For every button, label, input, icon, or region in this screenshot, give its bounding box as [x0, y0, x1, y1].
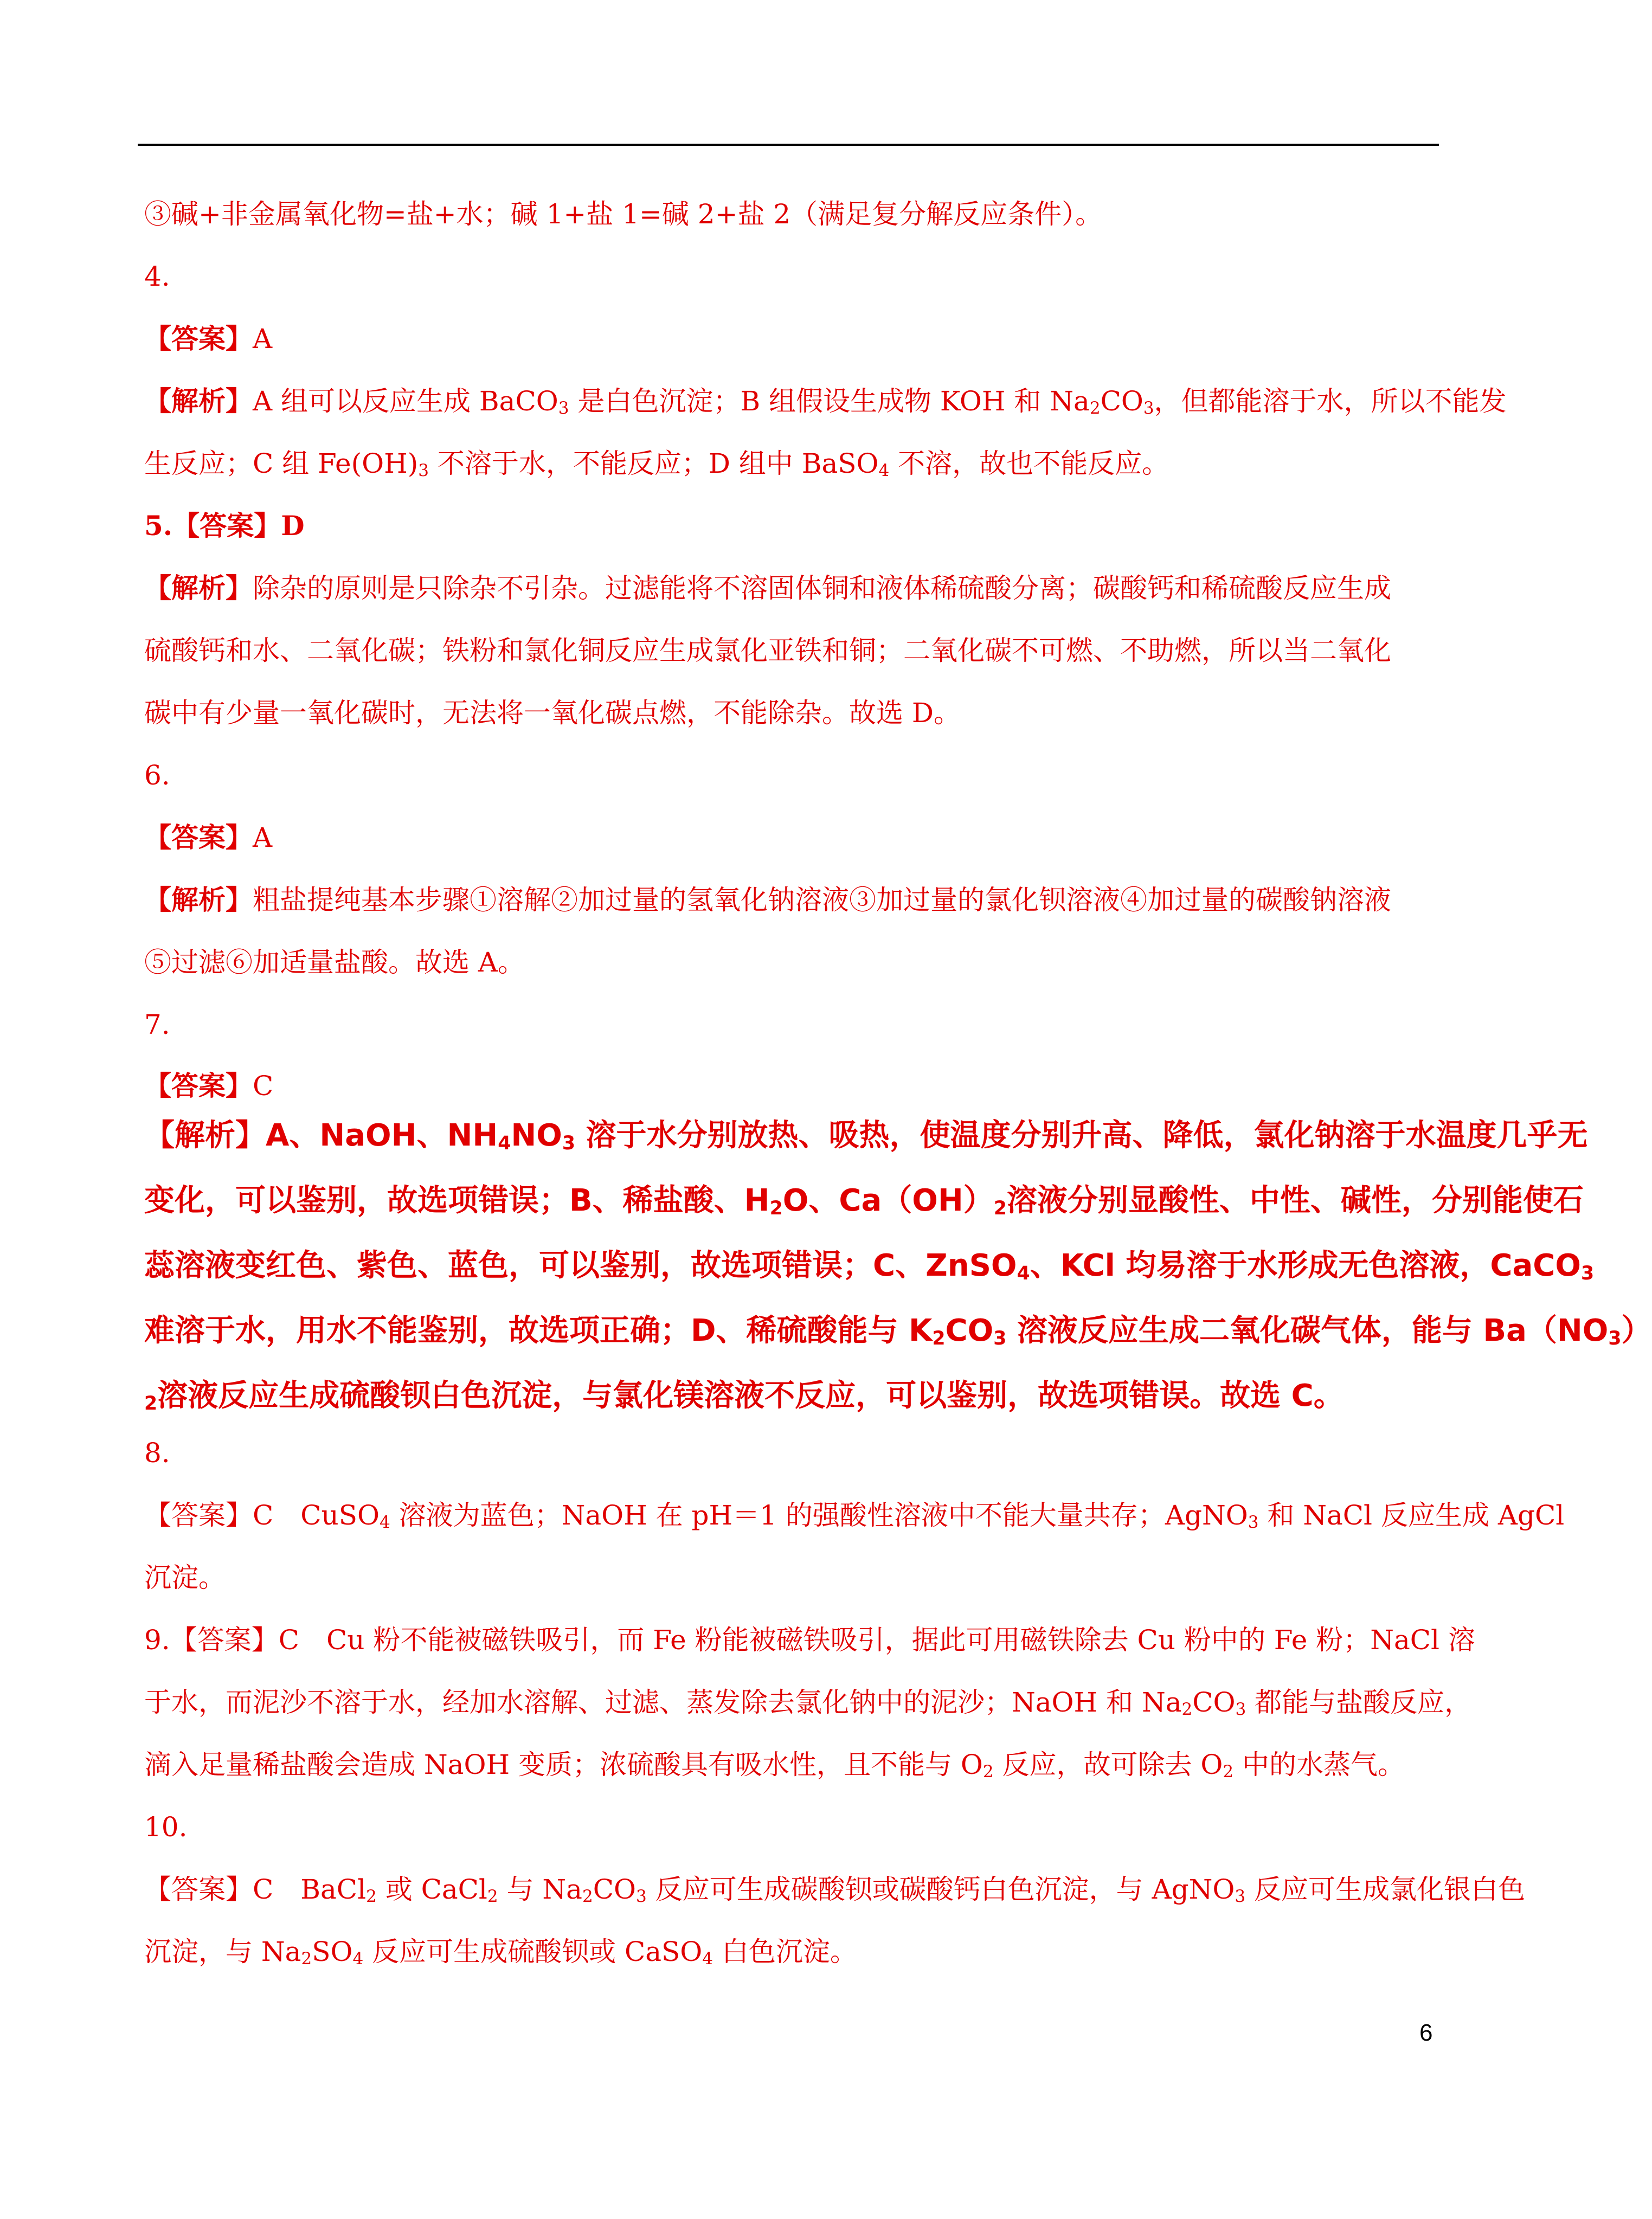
explanation-line: 【解析】除杂的原则是只除杂不引杂。过滤能将不溶固体铜和液体稀硫酸分离；碳酸钙和稀硫酸反应生成 — [144, 572, 1391, 604]
explanation-line: ⑤过滤⑥加适量盐酸。故选 A。 — [144, 947, 525, 978]
answer-line: 9.【答案】C Cu 粉不能被磁铁吸引，而 Fe 粉能被磁铁吸引，据此可用磁铁除去 Cu 粉中的 Fe 粉；NaCl 溶 — [144, 1624, 1475, 1656]
explanation-line: 于水，而泥沙不溶于水，经加水溶解、过滤、蒸发除去氯化钠中的泥沙；NaOH 和 $Na_2CO_3$ 都能与盐酸反应， — [144, 1687, 1472, 1720]
explanation-line: 【解析】粗盐提纯基本步骤①溶解②加过量的氢氧化钠溶液③加过量的氯化钡溶液④加过量的碳酸钠溶液 — [144, 884, 1391, 916]
answer-line: 【答案】C — [144, 1070, 274, 1102]
question-number: 8. — [144, 1437, 170, 1469]
explanation-line: 变化，可以鉴别，故选项错误；B、稀盐酸、$H_2O$、$Ca(OH)_2$溶液分别显酸性、中性、碱性，分别能使石 — [144, 1183, 1584, 1219]
question-number: 4. — [144, 261, 170, 292]
answer-line: 【答案】C BaCl$_2$ 或 CaCl$_2$ 与 $Na_2CO_3$ 反应可生成碳酸钡或碳酸钙白色沉淀，与 AgNO$_3$ 反应可生成氯化银白色 — [144, 1874, 1526, 1907]
header-rule — [138, 144, 1439, 146]
explanation-line: 硫酸钙和水、二氧化碳；铁粉和氯化铜反应生成氯化亚铁和铜；二氧化碳不可燃、不助燃，所以当二氧化 — [144, 635, 1391, 666]
explanation-line: 沉淀，与 $Na_2SO_4$ 反应可生成硫酸钡或 CaSO$_4$ 白色沉淀。 — [144, 1936, 857, 1969]
text-line: ③碱+非金属氧化物=盐+水；碱 1+盐 1=碱 2+盐 2（满足复分解反应条件）。 — [144, 198, 1103, 230]
explanation-line: 难溶于水，用水不能鉴别，故选项正确；D、稀硫酸能与 $K_2CO_3$ 溶液反应生成二氧化碳气体，能与 $Ba(NO_3)$ — [144, 1313, 1652, 1349]
answer-line: 5.【答案】D — [144, 510, 305, 542]
explanation-line: 【解析】A 组可以反应生成 BaCO$_3$ 是白色沉淀；B 组假设生成物 KOH 和 $Na_2CO_3$，但都能溶于水，所以不能发 — [144, 385, 1507, 419]
explanation-line: 蕊溶液变红色、紫色、蓝色，可以鉴别，故选项错误；C、ZnSO$_4$、KCl 均易溶于水形成无色溶液，CaCO$_3$ — [144, 1248, 1595, 1284]
explanation-line: 沉淀。 — [144, 1562, 226, 1593]
answer-line: 【答案】A — [144, 821, 273, 853]
question-number: 7. — [144, 1009, 170, 1040]
explanation-line: 滴入足量稀盐酸会造成 NaOH 变质；浓硫酸具有吸水性，且不能与 $O_2$ 反应，故可除去 $O_2$ 中的水蒸气。 — [144, 1749, 1405, 1782]
question-number: 6. — [144, 760, 170, 791]
answer-line: 【答案】C CuSO$_4$ 溶液为蓝色；NaOH 在 pH＝1 的强酸性溶液中不能大量共存；AgNO$_3$ 和 NaCl 反应生成 AgCl — [144, 1500, 1565, 1533]
explanation-line: 生反应；C 组 $Fe(OH)_3$ 不溶于水，不能反应；D 组中 BaSO$_4$ 不溶，故也不能反应。 — [144, 448, 1169, 481]
explanation-line: $_2$溶液反应生成硫酸钡白色沉淀，与氯化镁溶液不反应，可以鉴别，故选项错误。故选 C。 — [144, 1378, 1344, 1414]
answer-line: 【答案】A — [144, 323, 273, 355]
page-number: 6 — [1419, 2019, 1433, 2046]
question-number: 10. — [144, 1811, 188, 1843]
explanation-line: 碳中有少量一氧化碳时，无法将一氧化碳点燃，不能除杂。故选 D。 — [144, 697, 961, 729]
explanation-line: 【解析】A、NaOH、$NH_4NO_3$ 溶于水分别放热、吸热，使温度分别升高、降低，氯化钠溶于水温度几乎无 — [144, 1118, 1588, 1154]
